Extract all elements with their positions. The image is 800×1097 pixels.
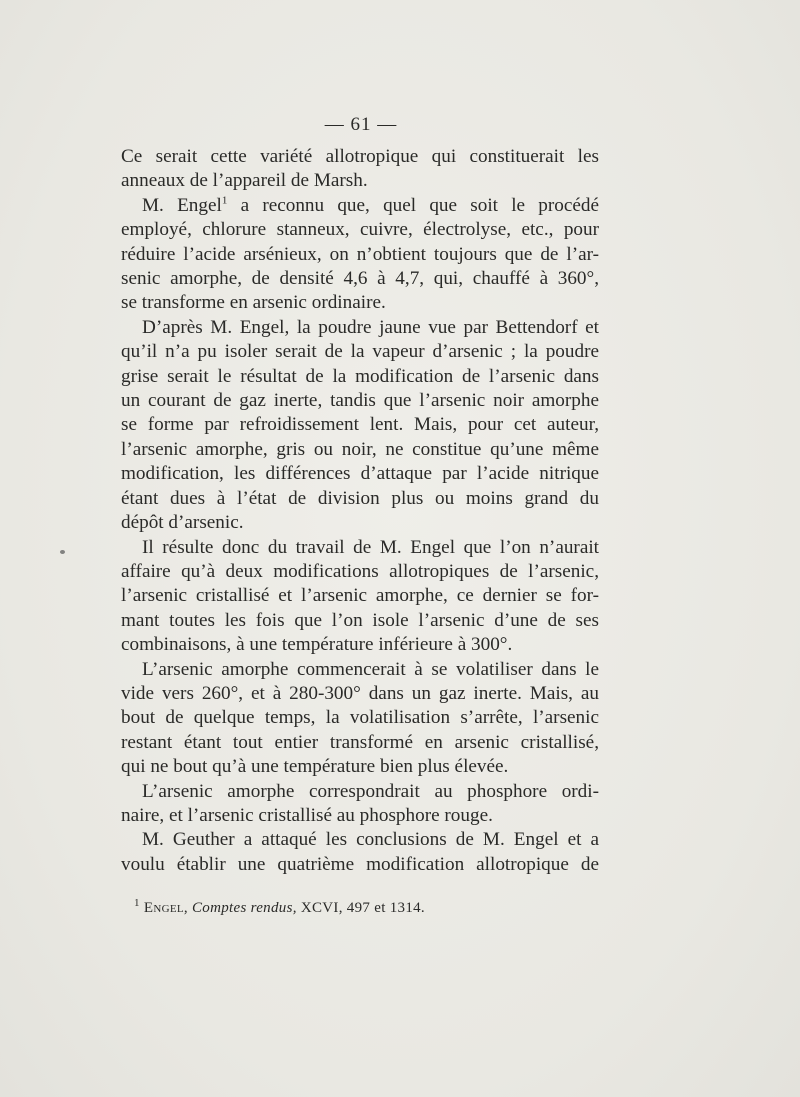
text-line: étant dues à l’état de division plus ou moins grand du xyxy=(121,487,599,509)
text-line: naire, et l’arsenic cristallisé au phosphore rouge. xyxy=(121,804,493,826)
text-line: qui ne bout qu’à une température bien plus élevée. xyxy=(121,756,509,778)
ink-speck xyxy=(60,550,65,554)
text-line: dépôt d’arsenic. xyxy=(121,512,244,534)
text-line: bout de quelque temps, la volatilisation s’arrête, l’arsenic xyxy=(121,707,599,729)
text-line: L’arsenic amorphe commencerait à se volatiliser dans le xyxy=(142,658,599,680)
page-number: — 61 — xyxy=(324,114,398,135)
text-line: anneaux de l’appareil de Marsh. xyxy=(121,170,368,192)
footnote-reference: 1 xyxy=(221,194,228,207)
paragraph xyxy=(121,316,599,536)
text-line: l’arsenic amorphe, gris ou noir, ne constitue qu’une même xyxy=(121,438,599,460)
text-line: mant toutes les fois que l’on isole l’arsenic d’une de ses xyxy=(121,609,599,631)
body-text xyxy=(121,145,599,877)
footnote-author: Engel, xyxy=(143,900,188,916)
text-line: combinaisons, à une température inférieure à 300°. xyxy=(121,634,513,656)
text-line: Il résulte donc du travail de M. Engel que l’on n’aurait xyxy=(142,536,599,558)
footnote-title: Comptes rendus, xyxy=(191,900,297,916)
text-line: qu’il n’a pu isoler serait de la vapeur d’arsenic ; la poudre xyxy=(121,341,599,363)
text-line: senic amorphe, de densité 4,6 à 4,7, qui, chauffé à 360°, xyxy=(121,268,599,290)
text-line: réduire l’acide arsénieux, on n’obtient toujours que de l’ar- xyxy=(121,243,599,265)
text-line: un courant de gaz inerte, tandis que l’arsenic noir amorphe xyxy=(121,390,599,412)
paragraph xyxy=(121,536,599,658)
text-line: restant étant tout entier transformé en arsenic cristallisé, xyxy=(121,731,599,753)
text-line: se transforme en arsenic ordinaire. xyxy=(121,292,386,314)
text-segment: M. Engel xyxy=(142,194,222,216)
footnote-reference-text: XCVI, 497 et 1314. xyxy=(300,900,425,916)
text-line: M. Geuther a attaqué les conclusions de M. Engel et a xyxy=(142,829,599,851)
paragraph xyxy=(121,194,599,316)
text-line: affaire qu’à deux modifications allotropiques de l’arsenic, xyxy=(121,560,599,582)
paragraph xyxy=(121,780,599,829)
text-line: L’arsenic amorphe correspondrait au phosphore ordi- xyxy=(142,780,599,802)
text-line: vide vers 260°, et à 280-300° dans un gaz inerte. Mais, au xyxy=(121,682,599,704)
text-line: l’arsenic cristallisé et l’arsenic amorphe, ce dernier se for- xyxy=(121,585,599,607)
text-segment: a reconnu que, quel que soit le procédé xyxy=(240,194,600,216)
paragraph xyxy=(121,658,599,780)
paragraph xyxy=(121,828,599,877)
text-line: grise serait le résultat de la modification de l’arsenic dans xyxy=(121,365,599,387)
text-line: D’après M. Engel, la poudre jaune vue par Bettendorf et xyxy=(142,316,599,338)
text-line: voulu établir une quatrième modification allotropique de xyxy=(121,853,599,875)
footnote-mark: 1 xyxy=(134,897,140,909)
text-line: employé, chlorure stanneux, cuivre, électrolyse, etc., pour xyxy=(121,219,599,241)
paragraph xyxy=(121,145,599,194)
footnote xyxy=(134,897,425,917)
text-line: se forme par refroidissement lent. Mais, pour cet auteur, xyxy=(121,414,599,436)
text-line xyxy=(121,194,599,218)
text-line: Ce serait cette variété allotropique qui constituerait les xyxy=(121,146,599,167)
text-line: modification, les différences d’attaque par l’acide nitrique xyxy=(121,463,599,485)
